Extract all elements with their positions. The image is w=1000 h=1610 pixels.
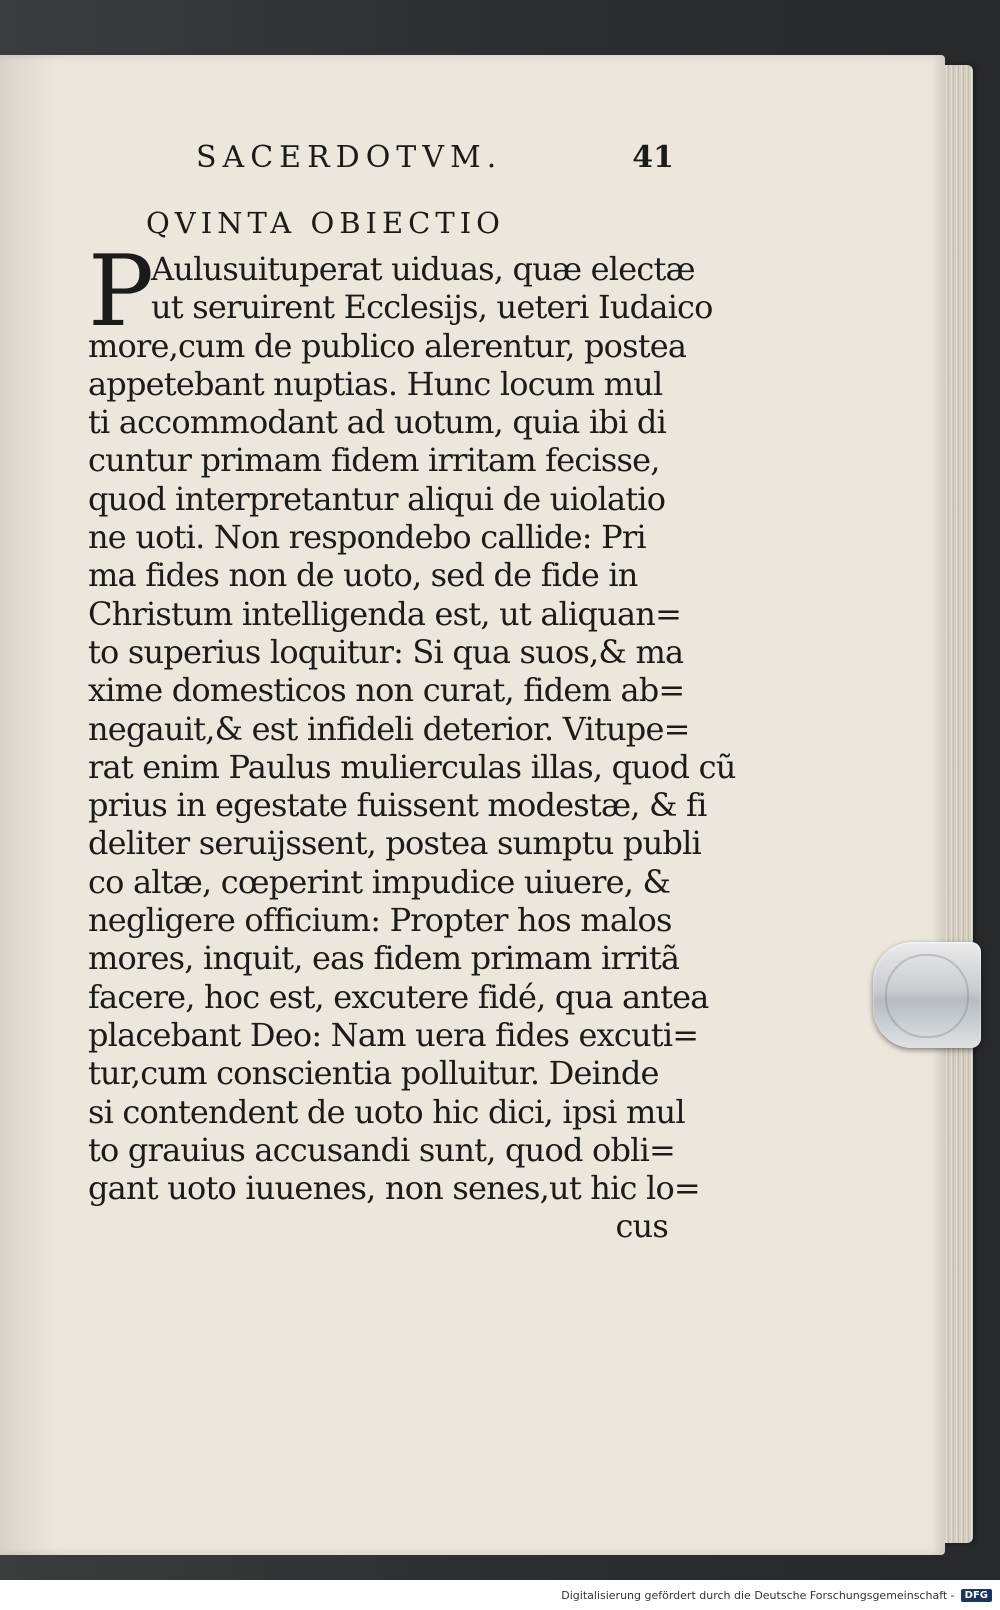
text-line: to grauius accusandi sunt, quod obli= — [88, 1130, 676, 1169]
catchword: cus — [615, 1207, 668, 1246]
text-line: cuntur primam fidem irritam fecisse, — [88, 441, 660, 480]
text-line: rat enim Paulus mulierculas illas, quod cũ — [88, 747, 736, 786]
page-number: 41 — [632, 140, 674, 175]
text-line: si contendent de uoto hic dici, ipsi mul — [88, 1092, 685, 1131]
page-clip — [873, 942, 981, 1048]
text-line: more,cum de publico alerentur, postea — [88, 326, 687, 365]
text-line: xime domesticos non curat, fidem ab= — [88, 671, 685, 710]
text-line: to superius loquitur: Si qua suos,& ma — [88, 632, 684, 671]
text-line: mores, inquit, eas fidem primam irritã — [88, 939, 680, 978]
running-head — [196, 140, 674, 184]
text-line: placebant Deo: Nam uera fides excuti= — [88, 1015, 699, 1054]
dfg-logo: DFG — [961, 1589, 992, 1602]
text-line: negauit,& est infideli deterior. Vitupe= — [88, 709, 690, 748]
text-line: deliter seruijssent, postea sumptu publi — [88, 824, 701, 863]
running-head-title: SACERDOTVM. — [196, 140, 503, 175]
text-line: ne uoti. Non respondebo callide: Pri — [88, 518, 646, 557]
text-line: prius in egestate fuissent modestæ, & fi — [88, 786, 707, 825]
text-line: Aulusuituperat uiduas, quæ electæ — [151, 250, 695, 288]
section-heading: QVINTA OBIECTIO — [146, 206, 505, 240]
text-line: ti accommodant ad uotum, quia ibi di — [88, 403, 666, 442]
text-line: negligere officium: Propter hos malos — [88, 901, 672, 940]
text-line: tur,cum conscientia polluitur. Deinde — [88, 1054, 659, 1093]
text-line: ut seruirent Ecclesijs, ueteri Iudaico — [151, 288, 713, 327]
drop-cap: P — [88, 235, 154, 349]
text-line: facere, hoc est, excutere fidé, qua antea — [88, 977, 709, 1016]
text-line: appetebant nuptias. Hunc locum mul — [88, 364, 663, 403]
text-line: ma fides non de uoto, sed de fide in — [88, 556, 638, 595]
text-line: co altæ, cœperint impudice uiuere, & — [88, 862, 671, 901]
footer-bar — [0, 1580, 1000, 1610]
body-text — [88, 235, 736, 1246]
text-line: gant uoto iuuenes, non senes,ut hic lo= — [88, 1169, 700, 1208]
text-line: Christum intelligenda est, ut aliquan= — [88, 594, 682, 633]
funding-note: Digitalisierung gefördert durch die Deutsche Forschungsgemeinschaft - — [561, 1588, 955, 1602]
text-line: quod interpretantur aliqui de uiolatio — [88, 479, 666, 518]
text-block — [88, 140, 736, 1246]
